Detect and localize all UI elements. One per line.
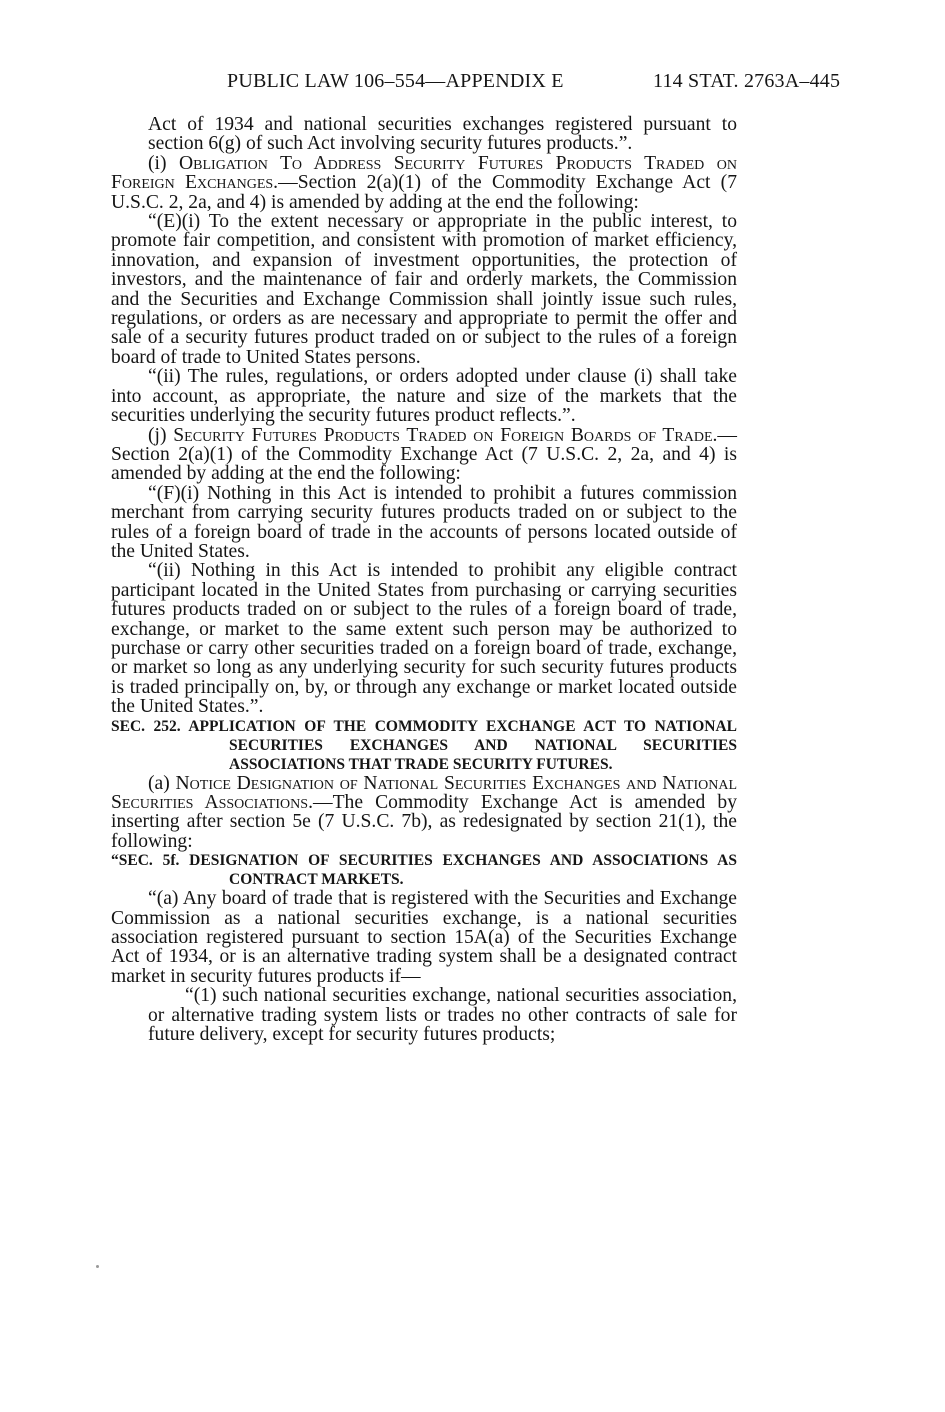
paragraph-5f-a-1: “(1) such national securities exchange, national securities association, or alternative trading system lists or trades no other contracts of sale for future delivery, except for security futures products; [148, 985, 737, 1046]
page-body [111, 115, 737, 1044]
subsection-a-number: (a) [148, 772, 176, 794]
paragraph-f-ii: “(ii) Nothing in this Act is intended to prohibit any eligible contract participant located in the United States from purchasing or carrying securities futures products traded on or subject to the rules of a foreign board of trade, exchange, or market to the same extent such person may be authorized to purchase or carry other securities traded on a foreign board of trade, exchange, or market so long as any underlying security for such security futures products is traded principally on, by, or through any exchange or market located outside the United States.”. [111, 560, 737, 718]
stat-reference: 114 STAT. 2763A–445 [653, 70, 841, 92]
subsection-j-number: (j) [148, 424, 174, 446]
paragraph-e-ii: “(ii) The rules, regulations, or orders adopted under clause (i) shall take into account, as appropriate, the nature and size of the markets that the securities underlying the security futures product reflects.”. [111, 366, 737, 427]
subsection-i-heading: Obligation To Address Security Futures Products Traded on Foreign Exchanges. [111, 152, 737, 194]
subsection-j-heading: Security Futures Products Traded on Foreign Boards of Trade. [173, 424, 718, 446]
paragraph-e-i: “(E)(i) To the extent necessary or appropriate in the public interest, to promote fair competition, and consistent with promotion of market efficiency, innovation, and expansion of investment opportunities, the protection of investors, and the maintenance of fair and orderly markets, the Commission and the Securities and Exchange Commission shall jointly issue such rules, regulations, or orders as are necessary and appropriate to permit the offer and sale of a security futures product traded on or subject to the rules of a foreign board of trade to United States persons. [111, 211, 737, 368]
scan-speck [96, 1265, 99, 1268]
running-header [227, 70, 877, 93]
subsection-a [111, 774, 737, 852]
subsection-i-text: —Section 2(a)(1) of the Commodity Exchange Act (7 U.S.C. 2, 2a, and 4) is amended by adding at the end the following: [111, 172, 737, 213]
paragraph-f-i: “(F)(i) Nothing in this Act is intended to prohibit a futures commission merchant from carrying security futures products traded on or subject to the rules of a foreign board of trade in the accounts of persons located outside of the United States. [111, 482, 737, 562]
subsection-j [111, 426, 737, 484]
subsection-i [111, 154, 737, 212]
subsection-j-text: —Section 2(a)(1) of the Commodity Exchange Act (7 U.S.C. 2, 2a, and 4) is amended by adding at the end the following: [111, 424, 737, 485]
subsection-a-text: —The Commodity Exchange Act is amended by inserting after section 5e (7 U.S.C. 7b), as redesignated by section 21(1), the following: [111, 792, 737, 852]
continuation-paragraph: Act of 1934 and national securities exchanges registered pursuant to section 6(g) of such Act involving security futures products.”. [148, 114, 737, 155]
subsection-a-heading: Notice Designation of National Securities Exchanges and National Securities Associations. [111, 772, 738, 813]
section-252-heading: SEC. 252. APPLICATION OF THE COMMODITY EXCHANGE ACT TO NATIONAL SECURITIES EXCHANGES AND NATIONAL SECURITIES ASSOCIATIONS THAT TRADE SECURITY FUTURES. [111, 717, 737, 773]
running-title: PUBLIC LAW 106–554—APPENDIX E [227, 70, 564, 92]
paragraph-5f-a: “(a) Any board of trade that is registered with the Securities and Exchange Commission as a national securities exchange, is a national securities association registered pursuant to section 15A(a) of the Securities Exchange Act of 1934, or is an alternative trading system shall be a designated contract market in security futures products if— [111, 888, 737, 987]
subsection-i-number: (i) [148, 152, 179, 174]
section-5f-heading: “SEC. 5f. DESIGNATION OF SECURITIES EXCHANGES AND ASSOCIATIONS AS CONTRACT MARKETS. [111, 852, 737, 889]
